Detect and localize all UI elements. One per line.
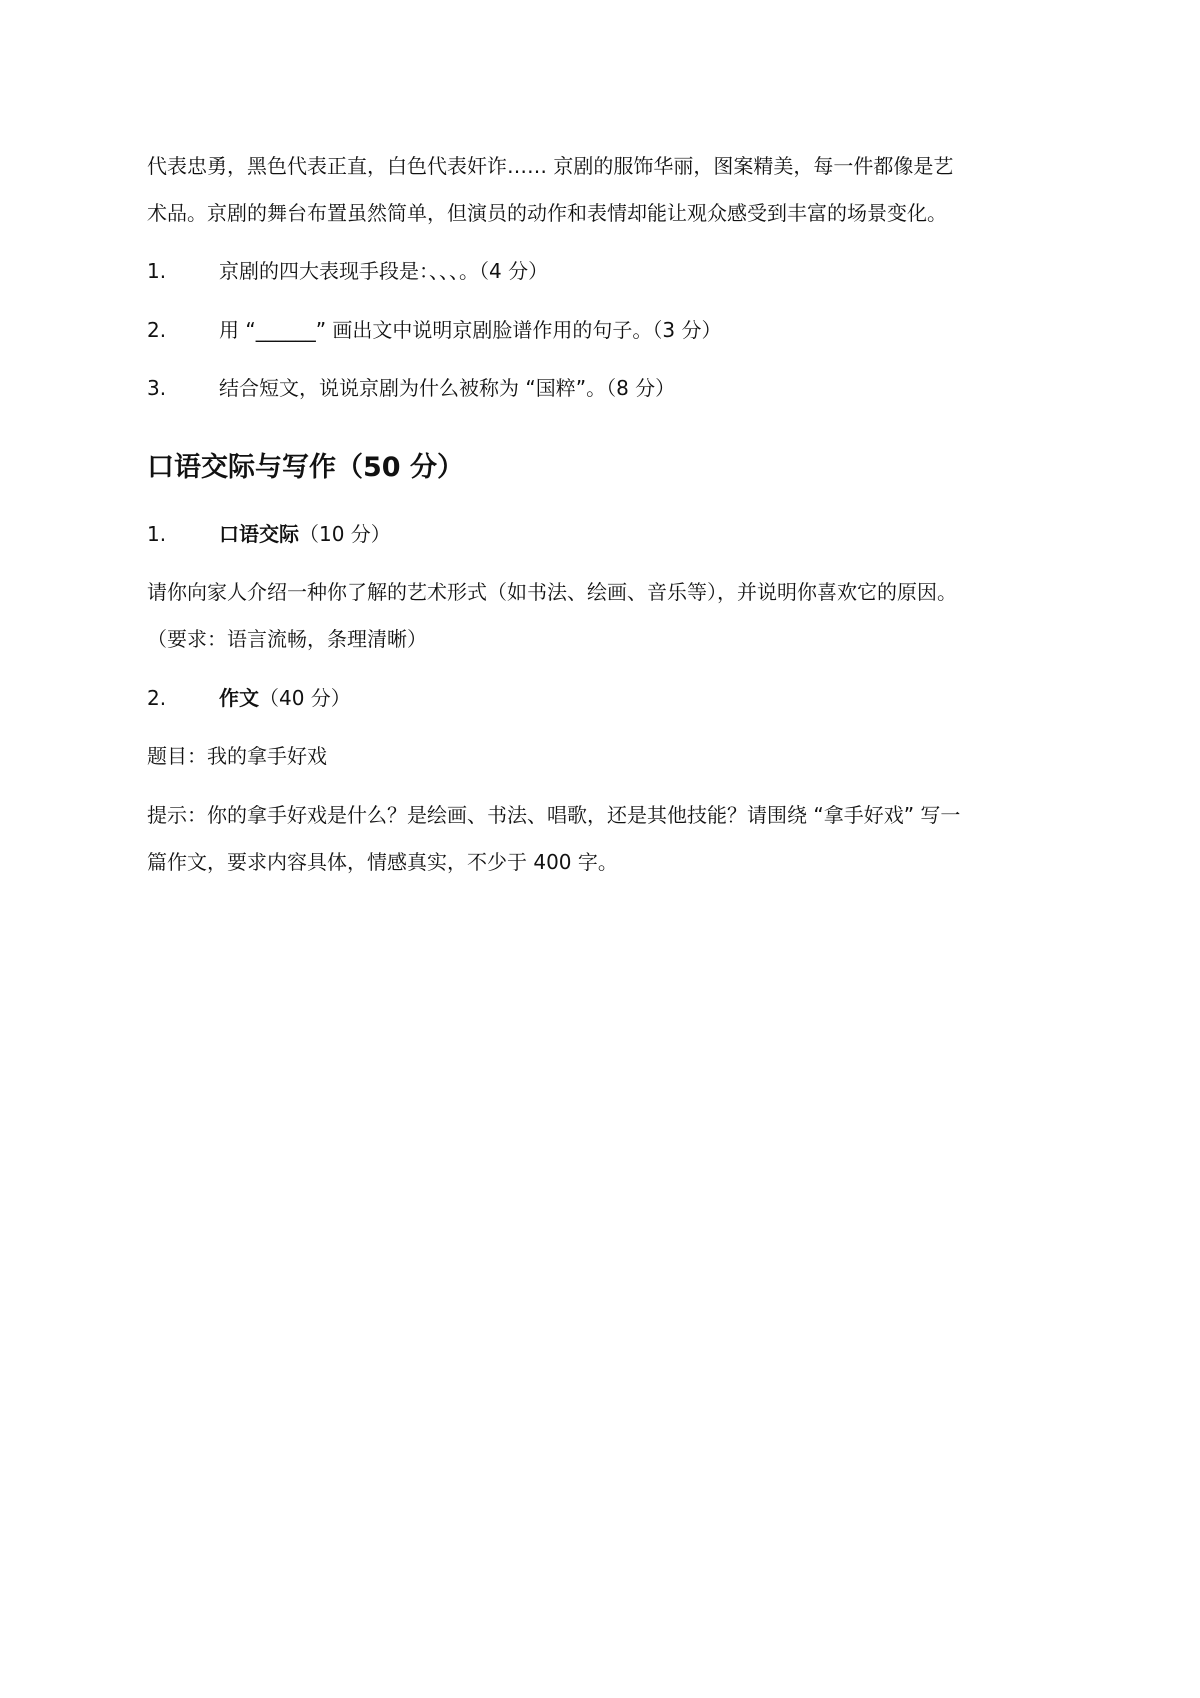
oral-label: 口语交际 [219, 522, 299, 546]
passage-line-2: 术品。京剧的舞台布置虽然简单，但演员的动作和表情却能让观众感受到丰富的场景变化。 [147, 201, 947, 225]
essay-hint-line-2: 篇作文，要求内容具体，情感真实，不少于 400 字。 [147, 850, 618, 874]
question-3-number: 3. [147, 376, 167, 400]
question-2-number: 2. [147, 318, 167, 342]
essay-hint-line-1: 提示：你的拿手好戏是什么？是绘画、书法、唱歌，还是其他技能？请围绕 “拿手好戏” 写一 [147, 803, 961, 827]
question-3-text: 结合短文，说说京剧为什么被称为 “国粹”。（8 分） [219, 376, 676, 400]
essay-label: 作文 [219, 686, 259, 710]
oral-prompt-line-1: 请你向家人介绍一种你了解的艺术形式（如书法、绘画、音乐等），并说明你喜欢它的原因。 [147, 580, 957, 604]
oral-points: （10 分） [299, 522, 391, 546]
essay-topic: 题目：我的拿手好戏 [147, 744, 327, 768]
essay-points: （40 分） [259, 686, 351, 710]
question-2-text: 用 “______” 画出文中说明京剧脸谱作用的句子。（3 分） [219, 318, 722, 342]
passage-line-1: 代表忠勇，黑色代表正直，白色代表奸诈…… 京剧的服饰华丽，图案精美，每一件都像是艺 [147, 154, 954, 178]
essay-heading [219, 684, 351, 712]
oral-heading [219, 520, 391, 548]
essay-number: 2. [147, 686, 167, 710]
oral-prompt-line-2: （要求：语言流畅，条理清晰） [147, 627, 427, 651]
question-1-text: 京剧的四大表现手段是：、、、。（4 分） [219, 259, 549, 283]
oral-number: 1. [147, 522, 167, 546]
section-heading: 口语交际与写作（50 分） [147, 452, 464, 483]
question-1-number: 1. [147, 259, 167, 283]
